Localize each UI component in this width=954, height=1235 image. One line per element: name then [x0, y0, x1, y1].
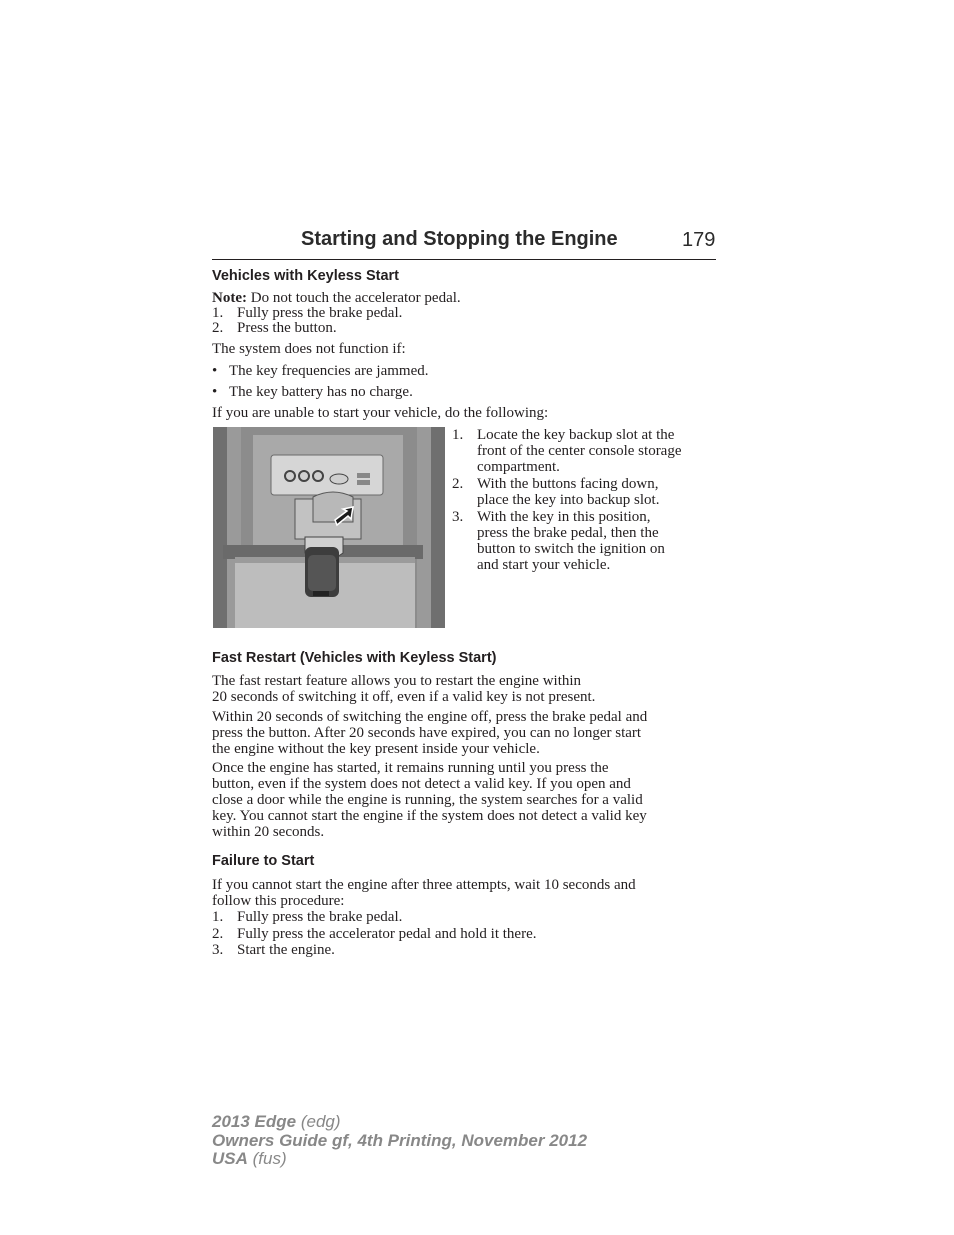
note-label: Note:	[212, 290, 247, 306]
section-heading-fast-restart: Fast Restart (Vehicles with Keyless Start)	[212, 650, 497, 666]
list-item: 2. Press the button.	[212, 320, 337, 336]
fast-restart-paragraph-1: The fast restart feature allows you to restart the engine within 20 seconds of switching it off, even if a valid key is not present.	[212, 673, 596, 705]
list-item: 3. Start the engine.	[212, 942, 335, 958]
bullet-item: • The key battery has no charge.	[212, 384, 413, 400]
footer-line-2: Owners Guide gf, 4th Printing, November 2012	[212, 1130, 588, 1150]
note-paragraph	[212, 290, 461, 306]
unable-paragraph: If you are unable to start your vehicle, do the following:	[212, 405, 549, 421]
footer	[212, 1113, 587, 1169]
fast-restart-paragraph-3: Once the engine has started, it remains running until you press the button, even if the system does not detect a valid key. If you open and close a door while the engine is running, the system searches for a valid key. You cannot start the engine if the system does not detect a valid key within 20 seconds.	[212, 760, 647, 840]
list-item: 1. Fully press the brake pedal.	[212, 909, 403, 925]
fast-restart-paragraph-2: Within 20 seconds of switching the engine off, press the brake pedal and press the button. After 20 seconds have expired, you can no longer start the engine without the key present inside your vehicle.	[212, 709, 648, 757]
footer-line-3: USA (fus)	[212, 1149, 287, 1168]
section-heading-keyless-start: Vehicles with Keyless Start	[212, 268, 399, 284]
system-paragraph: The system does not function if:	[212, 341, 406, 357]
page-number: 179	[682, 229, 716, 251]
list-item: 1. Fully press the brake pedal.	[212, 305, 403, 321]
list-item: 2. Fully press the accelerator pedal and hold it there.	[212, 926, 537, 942]
section-heading-failure-to-start: Failure to Start	[212, 853, 315, 869]
note-text: Do not touch the accelerator pedal.	[246, 290, 461, 306]
failure-paragraph: If you cannot start the engine after three attempts, wait 10 seconds and follow this procedure:	[212, 877, 636, 909]
page-title: Starting and Stopping the Engine	[301, 228, 618, 250]
bullet-item: • The key frequencies are jammed.	[212, 363, 429, 379]
header-rule	[212, 259, 716, 260]
footer-line-1: 2013 Edge (edg)	[212, 1112, 341, 1131]
console-backup-slot-illustration	[213, 427, 445, 628]
